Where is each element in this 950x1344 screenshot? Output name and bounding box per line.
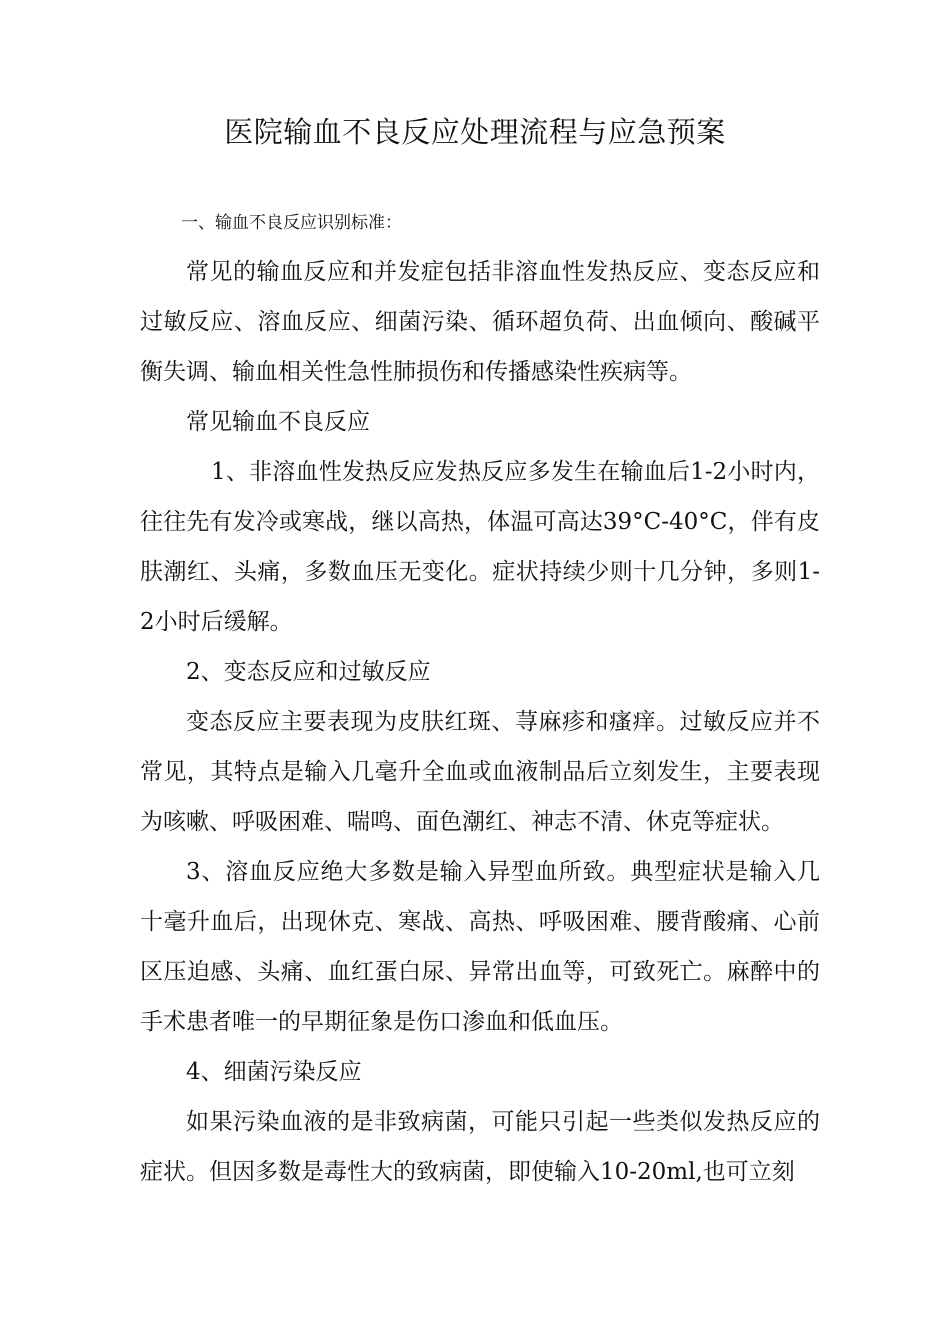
document-body [140, 247, 820, 1197]
paragraph-allergic-reaction: 变态反应主要表现为皮肤红斑、荨麻疹和瘙痒。过敏反应并不常见，其特点是输入几毫升全血或血液制品后立刻发生，主要表现为咳嗽、呼吸困难、喘鸣、面色潮红、神志不清、休克等症状。 [140, 709, 820, 835]
paragraph-febrile-reaction: 1、非溶血性发热反应发热反应多发生在输血后1-2小时内，往往先有发冷或寒战，继以高热，体温可高达39°C-40°C，伴有皮肤潮红、头痛，多数血压无变化。症状持续少则十几分钟，多则1-2小时后缓解。 [140, 459, 820, 635]
paragraph-bacterial-contamination: 如果污染血液的是非致病菌，可能只引起一些类似发热反应的症状。但因多数是毒性大的致病菌，即使输入10-20ml,也可立刻 [140, 1109, 820, 1185]
subheading-allergic-reaction: 2、变态反应和过敏反应 [186, 659, 431, 685]
subheading-bacterial-contamination: 4、细菌污染反应 [186, 1059, 362, 1085]
section-heading-identification-criteria: 一、输血不良反应识别标准： [181, 213, 402, 233]
paragraph-hemolytic-reaction: 3、溶血反应绝大多数是输入异型血所致。典型症状是输入几十毫升血后，出现休克、寒战、高热、呼吸困难、腰背酸痛、心前区压迫感、头痛、血红蛋白尿、异常出血等，可致死亡。麻醉中的手术患者唯一的早期征象是伤口渗血和低血压。 [140, 859, 820, 1035]
document-title: 医院输血不良反应处理流程与应急预案 [224, 115, 726, 149]
paragraph-common-reactions: 常见的输血反应和并发症包括非溶血性发热反应、变态反应和过敏反应、溶血反应、细菌污染、循环超负荷、出血倾向、酸碱平衡失调、输血相关性急性肺损伤和传播感染性疾病等。 [140, 259, 820, 385]
subheading-common-adverse-reactions: 常见输血不良反应 [186, 409, 370, 435]
